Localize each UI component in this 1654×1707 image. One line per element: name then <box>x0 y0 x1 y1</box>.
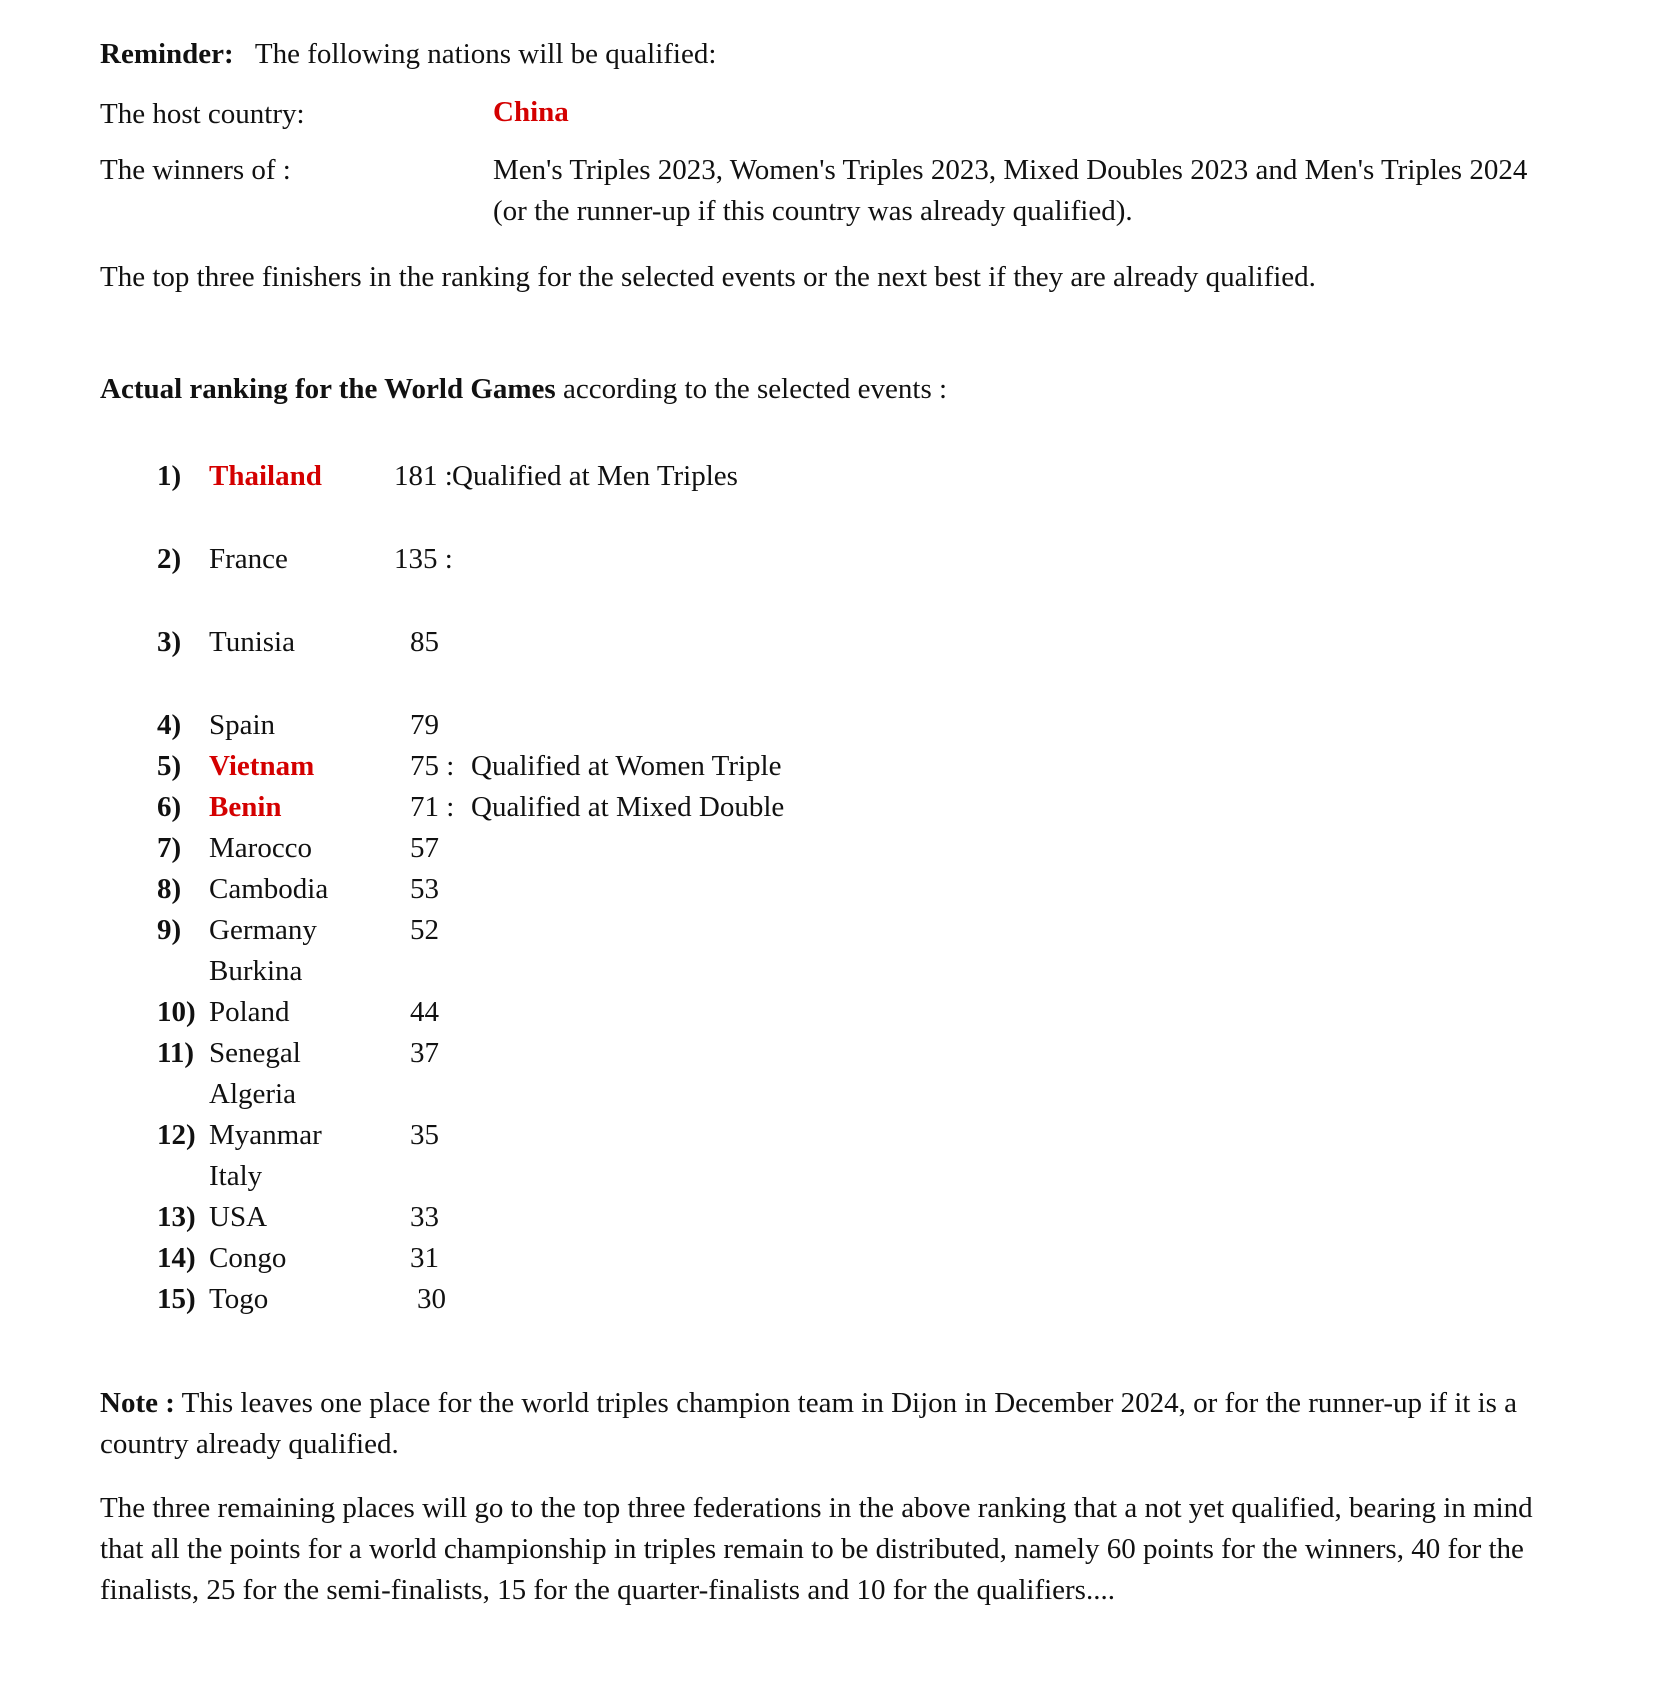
rank-country: Congo <box>209 1242 287 1274</box>
ranking-row <box>0 709 900 749</box>
note-label: Note : <box>100 1387 175 1419</box>
rank-country: Italy <box>209 1160 263 1192</box>
rank-points: 35 <box>410 1119 439 1151</box>
rank-country: Benin <box>209 791 282 823</box>
ranking-heading-rest: according to the selected events : <box>562 373 948 405</box>
rank-points: 31 <box>410 1242 439 1274</box>
remaining-paragraph: The three remaining places will go to the top three federations in the above ranking that a not yet qualified, bearing in mind that all the points for a world championship in triples remain to be distributed, namely 60 points for the winners, 40 for the finalists, 25 for the semi-finalists, 15 for the quarter-finalists and 10 for the qualifiers.... <box>100 1492 1533 1606</box>
rank-points: 135 : <box>394 543 453 575</box>
rank-note: Qualified at Mixed Double <box>471 791 785 823</box>
rank-points: 30 <box>417 1283 446 1315</box>
rank-country: Cambodia <box>209 873 329 905</box>
reminder-text: The following nations will be qualified: <box>254 38 717 70</box>
ranking-heading <box>100 375 947 404</box>
top-three-line: The top three finishers in the ranking for the selected events or the next best if they are already qualified. <box>100 261 1316 293</box>
rank-country: USA <box>209 1201 268 1233</box>
ranking-row <box>0 873 900 913</box>
note-text: This leaves one place for the world triples champion team in Dijon in December 2024, or for the runner-up if it is a country already qualified. <box>100 1387 1518 1460</box>
rank-country: Marocco <box>209 832 313 864</box>
rank-country: Senegal <box>209 1037 301 1069</box>
host-country-label: The host country: <box>100 98 305 130</box>
rank-country: Burkina <box>209 955 303 987</box>
ranking-row <box>0 1119 900 1159</box>
rank-number: 12) <box>157 1119 196 1151</box>
rank-country: Poland <box>209 996 290 1028</box>
rank-number: 8) <box>157 873 182 905</box>
rank-country: Tunisia <box>209 626 295 658</box>
rank-number: 13) <box>157 1201 196 1233</box>
rank-points: 52 <box>410 914 439 946</box>
rank-number: 6) <box>157 791 182 823</box>
rank-country: Thailand <box>209 460 322 492</box>
ranking-row <box>0 955 900 995</box>
rank-number: 2) <box>157 543 182 575</box>
rank-points: 44 <box>410 996 439 1028</box>
ranking-row <box>0 626 900 666</box>
rank-number: 4) <box>157 709 182 741</box>
ranking-row <box>0 1078 900 1118</box>
rank-country: Spain <box>209 709 276 741</box>
rank-points: 37 <box>410 1037 439 1069</box>
winners-text: Men's Triples 2023, Women's Triples 2023, Mixed Doubles 2023 and Men's Triples 2024 (or the runner-up if this country was already qualified). <box>493 154 1528 227</box>
ranking-row <box>0 460 900 500</box>
rank-points: 79 <box>410 709 439 741</box>
ranking-row <box>0 1242 900 1282</box>
ranking-row <box>0 832 900 872</box>
ranking-row <box>0 791 900 831</box>
rank-points: 181 : <box>394 460 453 492</box>
reminder-line <box>100 40 716 69</box>
rank-country: Germany <box>209 914 317 946</box>
rank-points: 33 <box>410 1201 439 1233</box>
rank-points: 75 : <box>410 750 455 782</box>
ranking-row <box>0 750 900 790</box>
ranking-row <box>0 914 900 954</box>
rank-points: 57 <box>410 832 439 864</box>
ranking-row <box>0 543 900 583</box>
rank-number: 3) <box>157 626 182 658</box>
rank-points: 85 <box>410 626 439 658</box>
winners-label: The winners of : <box>100 154 291 186</box>
rank-number: 9) <box>157 914 182 946</box>
rank-number: 14) <box>157 1242 196 1274</box>
rank-points: 53 <box>410 873 439 905</box>
rank-number: 10) <box>157 996 196 1028</box>
host-country-value: China <box>493 96 569 128</box>
rank-number: 7) <box>157 832 182 864</box>
rank-country: Togo <box>209 1283 269 1315</box>
rank-number: 15) <box>157 1283 196 1315</box>
ranking-row <box>0 1283 900 1323</box>
rank-note: Qualified at Women Triple <box>471 750 782 782</box>
rank-number: 5) <box>157 750 182 782</box>
ranking-row <box>0 996 900 1036</box>
reminder-label: Reminder: <box>100 38 234 70</box>
rank-number: 11) <box>157 1037 195 1069</box>
ranking-row <box>0 1037 900 1077</box>
ranking-row <box>0 1160 900 1200</box>
rank-number: 1) <box>157 460 182 492</box>
rank-points: 71 : <box>410 791 455 823</box>
rank-country: Algeria <box>209 1078 296 1110</box>
rank-country: France <box>209 543 288 575</box>
rank-country: Vietnam <box>209 750 315 782</box>
ranking-heading-bold: Actual ranking for the World Games <box>100 373 556 405</box>
ranking-row <box>0 1201 900 1241</box>
rank-note: Qualified at Men Triples <box>452 460 738 492</box>
note-paragraph <box>100 1383 1560 1465</box>
rank-country: Myanmar <box>209 1119 322 1151</box>
